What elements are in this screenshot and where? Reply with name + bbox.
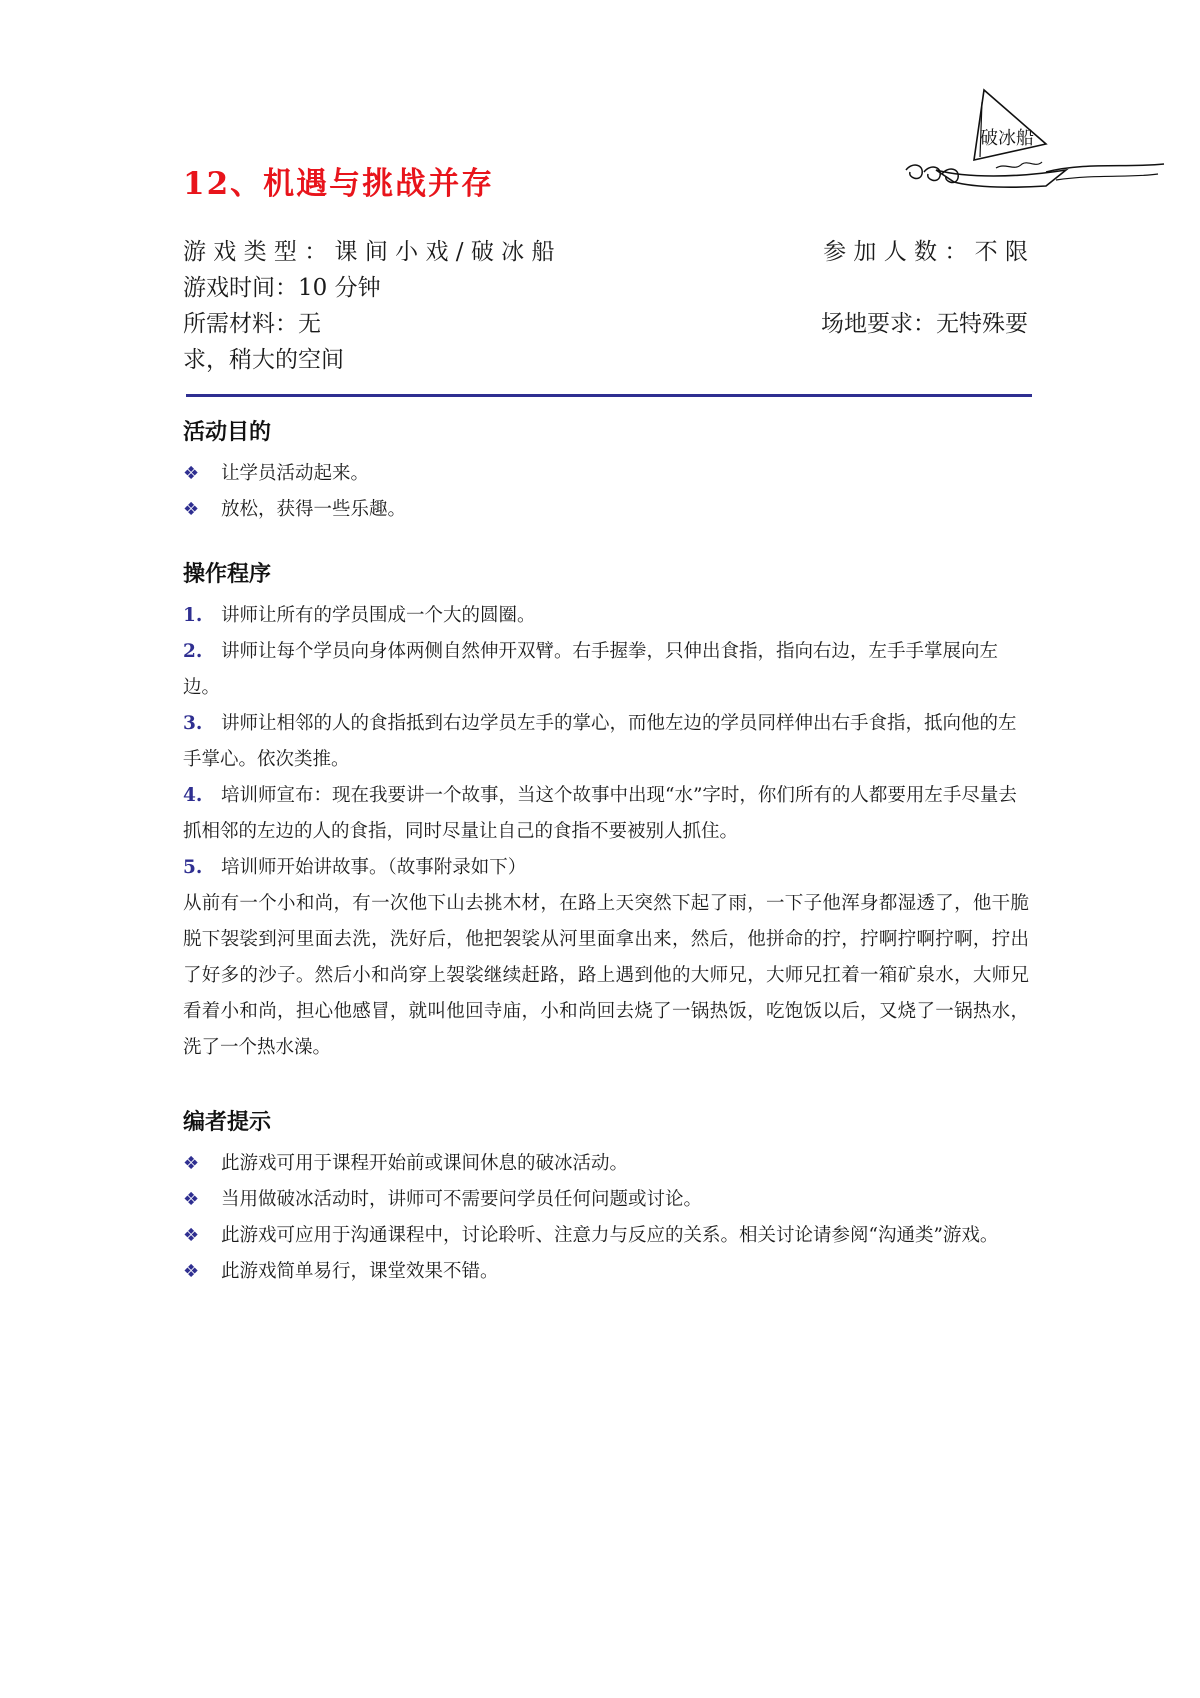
participants: 参 加 人 数 ： 不 限	[823, 239, 1028, 265]
step-number: 1.	[183, 605, 203, 626]
sail-icon	[974, 90, 1046, 160]
bullet-diamond-icon: ❖	[183, 1153, 200, 1174]
step-text: 培训师宣布：现在我要讲一个故事，当这个故事中出现“水”字时，你们所有的人都要用左手尽量去抓相邻的左边的人的食指，同时尽量让自己的食指不要被别人抓住。	[183, 785, 1017, 842]
procedure-step	[183, 778, 1029, 850]
info-row-4	[183, 342, 1028, 378]
divider-line	[186, 394, 1032, 397]
bullet-diamond-icon: ❖	[183, 1225, 200, 1246]
info-row-2	[183, 270, 1028, 306]
bullet-diamond-icon: ❖	[183, 463, 200, 484]
game-type: 游 戏 类 型 ： 课 间 小 戏 / 破 冰 船	[183, 239, 555, 265]
procedure-step	[183, 850, 1029, 886]
procedure-section	[183, 560, 1029, 1066]
bullet-diamond-icon: ❖	[183, 1189, 200, 1210]
note-item: ❖ 当用做破冰活动时，讲师可不需要问学员任何问题或讨论。	[183, 1182, 1029, 1218]
info-row-3	[183, 306, 1028, 342]
venue: 场地要求：无特殊要	[821, 311, 1028, 337]
venue-continued: 求，稍大的空间	[183, 347, 344, 373]
objectives-section	[183, 418, 1029, 528]
icebreaker-boat-logo	[896, 82, 1166, 212]
step-number: 4.	[183, 785, 203, 806]
step-number: 3.	[183, 713, 203, 734]
note-item: ❖ 此游戏可用于课程开始前或课间休息的破冰活动。	[183, 1146, 1029, 1182]
note-item: ❖ 此游戏简单易行，课堂效果不错。	[183, 1254, 1029, 1290]
step-text: 培训师开始讲故事。（故事附录如下）	[221, 857, 527, 878]
procedure-step	[183, 598, 1029, 634]
notes-heading: 编者提示	[183, 1110, 272, 1135]
objectives-heading: 活动目的	[183, 420, 272, 445]
step-text: 讲师让每个学员向身体两侧自然伸开双臂。右手握拳，只伸出食指，指向右边，左手手掌展向左边。	[183, 641, 999, 698]
bullet-diamond-icon: ❖	[183, 499, 200, 520]
objective-item: ❖ 让学员活动起来。	[183, 456, 1029, 492]
step-number: 5.	[183, 857, 203, 878]
step-text: 讲师让所有的学员围成一个大的圆圈。	[221, 605, 536, 626]
materials: 所需材料：无	[183, 311, 321, 337]
page-title: 12、机遇与挑战并存	[183, 166, 495, 202]
procedure-heading: 操作程序	[183, 562, 272, 587]
info-row-1	[183, 234, 1028, 270]
bullet-diamond-icon: ❖	[183, 1261, 200, 1282]
notes-section	[183, 1108, 1029, 1290]
procedure-step	[183, 706, 1029, 778]
procedure-step	[183, 634, 1029, 706]
game-info	[183, 234, 1028, 378]
duration: 游戏时间：10 分钟	[183, 275, 381, 301]
step-number: 2.	[183, 641, 203, 662]
objective-item: ❖ 放松，获得一些乐趣。	[183, 492, 1029, 528]
logo-text: 破冰船	[980, 128, 1034, 149]
story-paragraph: 从前有一个小和尚，有一次他下山去挑木材，在路上天突然下起了雨，一下子他浑身都湿透了，他干脆脱下袈裟到河里面去洗，洗好后，他把袈裟从河里面拿出来，然后，他拼命的拧，拧啊拧啊拧啊，拧出了好多的沙子。然后小和尚穿上袈裟继续赶路，路上遇到他的大师兄，大师兄扛着一箱矿泉水，大师兄看着小和尚，担心他感冒，就叫他回寺庙，小和尚回去烧了一锅热饭，吃饱饭以后，又烧了一锅热水，洗了一个热水澡。	[183, 893, 1029, 1058]
note-item: ❖ 此游戏可应用于沟通课程中，讨论聆听、注意力与反应的关系。相关讨论请参阅“沟通类”游戏。	[183, 1218, 1029, 1254]
step-text: 讲师让相邻的人的食指抵到右边学员左手的掌心，而他左边的学员同样伸出右手食指，抵向他的左手掌心。依次类推。	[183, 713, 1017, 770]
